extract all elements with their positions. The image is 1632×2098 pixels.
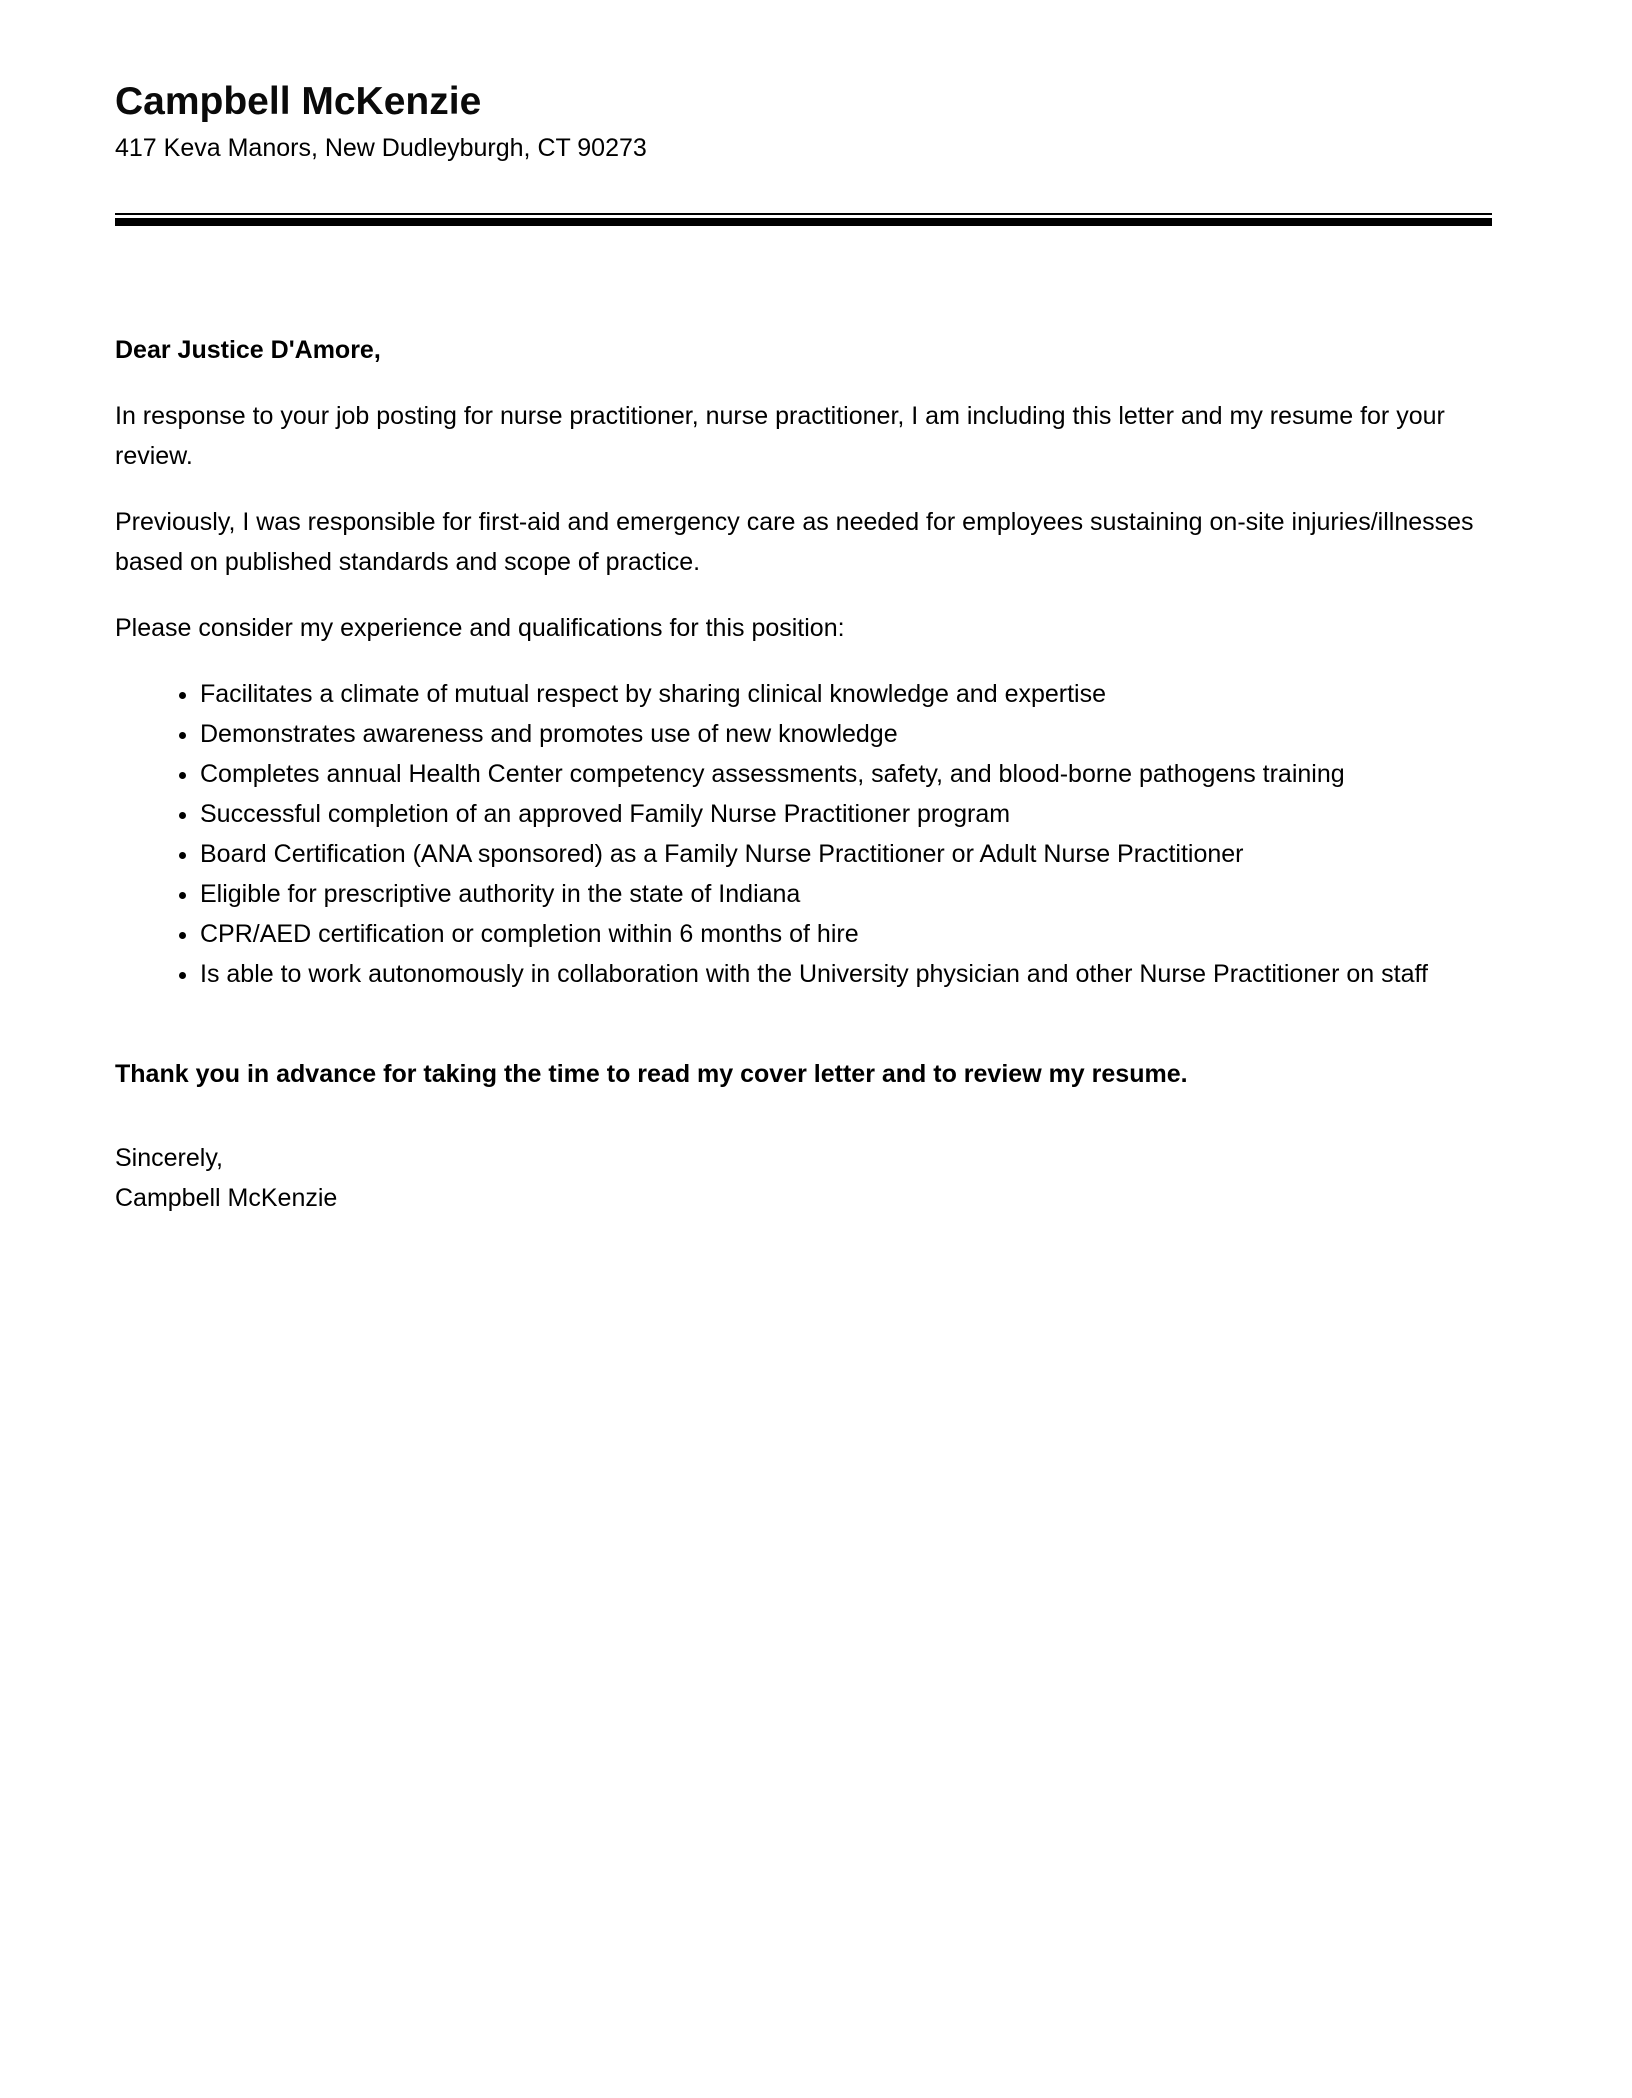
header-divider: [115, 213, 1492, 226]
letter-header: [115, 80, 1492, 163]
list-item: • Facilitates a climate of mutual respect by sharing clinical knowledge and expertise: [200, 674, 1492, 714]
sender-name: Campbell McKenzie: [115, 80, 482, 123]
salutation: Dear Justice D'Amore,: [115, 335, 381, 364]
list-item: • Eligible for prescriptive authority in the state of Indiana: [200, 874, 1492, 914]
closing-emphasis: Thank you in advance for taking the time to read my cover letter and to review my resume.: [115, 1059, 1188, 1088]
sender-address: 417 Keva Manors, New Dudleyburgh, CT 90273: [115, 133, 647, 162]
list-item: • CPR/AED certification or completion within 6 months of hire: [200, 914, 1492, 954]
list-item: • Successful completion of an approved Family Nurse Practitioner program: [200, 794, 1492, 834]
letter-body: [115, 330, 1492, 1218]
list-item: • Demonstrates awareness and promotes use of new knowledge: [200, 714, 1492, 754]
list-item: • Board Certification (ANA sponsored) as a Family Nurse Practitioner or Adult Nurse Practitioner: [200, 834, 1492, 874]
list-item: • Is able to work autonomously in collaboration with the University physician and other Nurse Practitioner on staff: [200, 954, 1492, 994]
signature-name: Campbell McKenzie: [115, 1183, 338, 1212]
paragraph-intro: In response to your job posting for nurse practitioner, nurse practitioner, I am including this letter and my resume for your review.: [115, 401, 1445, 470]
paragraph-experience: Previously, I was responsible for first-aid and emergency care as needed for employees sustaining on-site injuries/illnesses based on published standards and scope of practice.: [115, 507, 1474, 576]
qualifications-list: [115, 674, 1492, 994]
paragraph-consider: Please consider my experience and qualifications for this position:: [115, 613, 845, 642]
list-item: • Completes annual Health Center competency assessments, safety, and blood-borne pathogens training: [200, 754, 1492, 794]
signoff: Sincerely,: [115, 1143, 223, 1172]
